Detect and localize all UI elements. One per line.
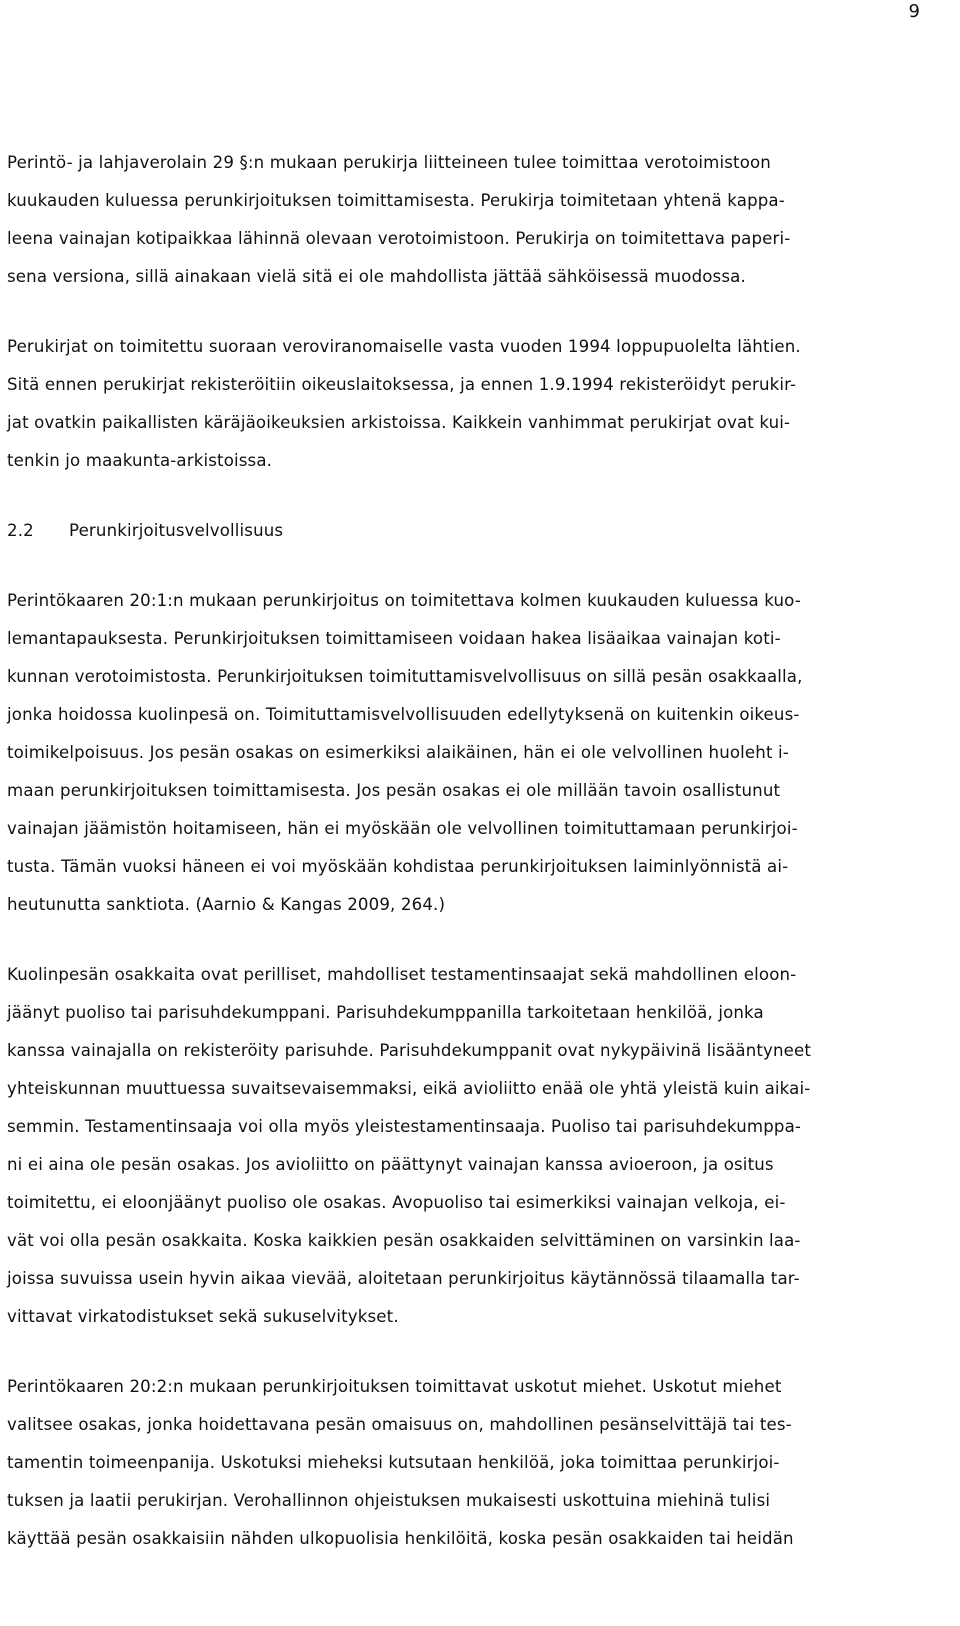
text-line: joissa suvuissa usein hyvin aikaa vievää, aloitetaan perunkirjoitus käytännössä tilaamalla tar- [7,1269,800,1288]
text-line: toimitettu, ei eloonjäänyt puoliso ole osakas. Avopuoliso tai esimerkiksi vainajan velkoja, ei- [7,1193,786,1212]
text-line: ni ei aina ole pesän osakas. Jos avioliitto on päättynyt vainajan kanssa avioeroon, ja ositus [7,1155,774,1174]
text-line: maan perunkirjoituksen toimittamisesta. Jos pesän osakas ei ole millään tavoin osallistunut [7,781,781,800]
text-line: Kuolinpesän osakkaita ovat perilliset, mahdolliset testamentinsaajat sekä mahdollinen eloon- [7,965,797,984]
text-line: sena versiona, sillä ainakaan vielä sitä ei ole mahdollista jättää sähköisessä muodossa. [7,267,746,286]
text-line: kunnan verotoimistosta. Perunkirjoituksen toimituttamisvelvollisuus on sillä pesän osakkaalla, [7,667,803,686]
text-line: tusta. Tämän vuoksi häneen ei voi myöskään kohdistaa perunkirjoituksen laiminlyönnistä ai- [7,857,789,876]
text-line: tamentin toimeenpanija. Uskotuksi mieheksi kutsutaan henkilöä, joka toimittaa perunkirjoi- [7,1453,780,1472]
text-line: kuukauden kuluessa perunkirjoituksen toimittamisesta. Perukirja toimitetaan yhtenä kappa- [7,191,785,210]
text-line: kanssa vainajalla on rekisteröity parisuhde. Parisuhdekumppanit ovat nykypäivinä lisääntyneet [7,1041,812,1060]
section-number: 2.2 [7,521,34,540]
section-title: Perunkirjoitusvelvollisuus [69,521,284,540]
document-body [7,144,935,1558]
text-line: jat ovatkin paikallisten käräjäoikeuksien arkistoissa. Kaikkein vanhimmat perukirjat ovat kui- [7,413,791,432]
paragraph-4 [7,956,935,1336]
text-line: vittavat virkatodistukset sekä sukuselvitykset. [7,1307,399,1326]
text-line: Perukirjat on toimitettu suoraan veroviranomaiselle vasta vuoden 1994 loppupuolelta lähtien. [7,337,801,356]
text-line: valitsee osakas, jonka hoidettavana pesän omaisuus on, mahdollinen pesänselvittäjä tai tes- [7,1415,792,1434]
text-line: lemantapauksesta. Perunkirjoituksen toimittamiseen voidaan hakea lisäaikaa vainajan koti- [7,629,781,648]
paragraph-5 [7,1368,935,1558]
text-line: jonka hoidossa kuolinpesä on. Toimituttamisvelvollisuuden edellytyksenä on kuitenkin oikeus- [7,705,800,724]
text-line: Perintö- ja lahjaverolain 29 §:n mukaan perukirja liitteineen tulee toimittaa verotoimistoon [7,153,771,172]
text-line: tuksen ja laatii perukirjan. Verohallinnon ohjeistuksen mukaisesti uskottuina miehinä tulisi [7,1491,771,1510]
text-line: Perintökaaren 20:2:n mukaan perunkirjoituksen toimittavat uskotut miehet. Uskotut miehet [7,1377,782,1396]
text-line: tenkin jo maakunta-arkistoissa. [7,451,273,470]
text-line: leena vainajan kotipaikkaa lähinnä olevaan verotoimistoon. Perukirja on toimitettava paperi- [7,229,791,248]
text-line: Sitä ennen perukirjat rekisteröitiin oikeuslaitoksessa, ja ennen 1.9.1994 rekisteröidyt perukir- [7,375,797,394]
section-heading [7,512,935,550]
paragraph-3 [7,582,935,924]
text-line: vainajan jäämistön hoitamiseen, hän ei myöskään ole velvollinen toimituttamaan perunkirjoi- [7,819,798,838]
text-line: jäänyt puoliso tai parisuhdekumppani. Parisuhdekumppanilla tarkoitetaan henkilöä, jonka [7,1003,764,1022]
paragraph-2 [7,328,935,480]
text-line: käyttää pesän osakkaisiin nähden ulkopuolisia henkilöitä, koska pesän osakkaiden tai heidän [7,1529,794,1548]
paragraph-1 [7,144,935,296]
text-line: yhteiskunnan muuttuessa suvaitsevaisemmaksi, eikä avioliitto enää ole yhtä yleistä kuin aikai- [7,1079,811,1098]
text-line: toimikelpoisuus. Jos pesän osakas on esimerkiksi alaikäinen, hän ei ole velvollinen huoleht i- [7,743,789,762]
text-line: Perintökaaren 20:1:n mukaan perunkirjoitus on toimitettava kolmen kuukauden kuluessa kuo- [7,591,801,610]
text-line: heutunutta sanktiota. (Aarnio & Kangas 2009, 264.) [7,895,446,914]
text-line: semmin. Testamentinsaaja voi olla myös yleistestamentinsaaja. Puoliso tai parisuhdekumppa- [7,1117,802,1136]
page-number: 9 [908,1,920,22]
text-line: vät voi olla pesän osakkaita. Koska kaikkien pesän osakkaiden selvittäminen on varsinkin laa- [7,1231,801,1250]
